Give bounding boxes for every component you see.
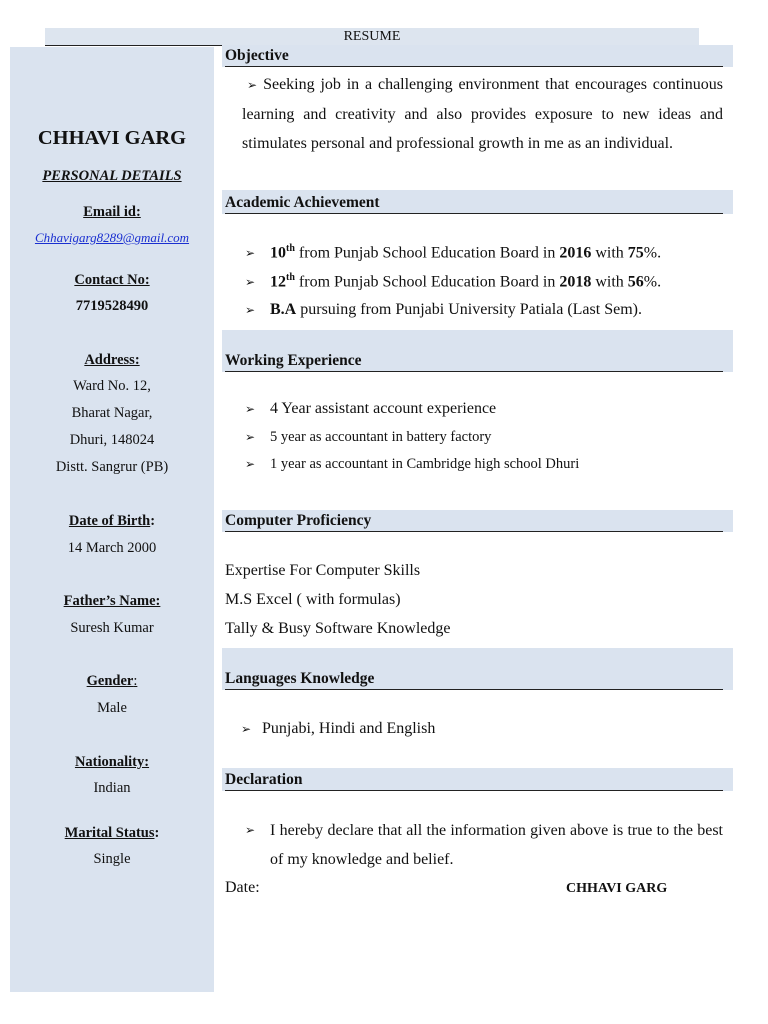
languages-heading-bar xyxy=(222,648,733,690)
computer-heading-bar xyxy=(222,510,733,532)
nationality-value: Indian xyxy=(93,780,131,796)
declaration-text: I hereby declare that all the information given above is true to the best of my knowledge and belief. xyxy=(270,822,723,868)
experience-item: ➢ 4 Year assistant account experience xyxy=(245,400,497,417)
experience-item: ➢ 5 year as accountant in battery factory xyxy=(245,429,492,445)
email-label: Email id: xyxy=(83,204,141,220)
dob-value: 14 March 2000 xyxy=(67,540,157,556)
bullet-arrow-icon: ➢ xyxy=(245,457,256,471)
objective-paragraph: Seeking job in a challenging environment that encourages continuous learning and creativity and also provides exposure to new ideas and stimulates personal and professional growth in me as an individual. xyxy=(242,76,723,152)
contact-label: Contact No: xyxy=(74,272,150,288)
bullet-arrow-icon: ➢ xyxy=(245,430,256,444)
experience-heading: Working Experience xyxy=(225,351,723,372)
contact-value: 7719528490 xyxy=(75,298,149,314)
bullet-arrow-icon: ➢ xyxy=(245,246,256,261)
address-line: Dhuri, 148024 xyxy=(69,432,155,448)
objective-heading: Objective xyxy=(225,46,723,67)
academic-heading: Academic Achievement xyxy=(225,193,723,214)
declaration-heading-bar xyxy=(222,768,733,791)
marital-value: Single xyxy=(93,851,131,867)
academic-item: ➢ 10th from Punjab School Education Board in 2016 with 75%. xyxy=(245,243,662,262)
computer-line: M.S Excel ( with formulas) xyxy=(225,591,401,608)
father-value: Suresh Kumar xyxy=(70,620,154,636)
nationality-label: Nationality: xyxy=(74,754,150,770)
gender-value: Male xyxy=(97,700,127,716)
personal-details-heading: PERSONAL DETAILS xyxy=(42,168,182,184)
declaration-item xyxy=(245,816,723,874)
experience-item: ➢ 1 year as accountant in Cambridge high school Dhuri xyxy=(245,456,580,472)
date-label: Date: xyxy=(225,879,260,896)
marital-label: Marital Status xyxy=(64,825,155,841)
bullet-arrow-icon: ➢ xyxy=(245,275,256,290)
grade-number: 10 xyxy=(270,244,286,262)
academic-item: ➢ B.A pursuing from Punjabi University Patiala (Last Sem). xyxy=(245,301,642,318)
academic-heading-bar xyxy=(222,190,733,214)
bullet-arrow-icon: ➢ xyxy=(245,402,256,416)
email-link[interactable]: Chhavigarg8289@gmail.com xyxy=(34,230,190,245)
grade-number: 12 xyxy=(270,273,286,291)
address-line: Bharat Nagar, xyxy=(71,405,153,421)
gender-label: Gender xyxy=(86,673,134,689)
objective-text xyxy=(242,70,723,158)
language-item: ➢ Punjabi, Hindi and English xyxy=(241,720,436,737)
objective-heading-bar xyxy=(222,45,733,67)
bullet-arrow-icon: ➢ xyxy=(247,78,258,92)
declaration-heading: Declaration xyxy=(225,770,723,791)
computer-heading: Computer Proficiency xyxy=(225,511,723,532)
address-line: Ward No. 12, xyxy=(73,378,151,394)
dob-label-row: Date of Birth: xyxy=(68,513,156,529)
father-label: Father’s Name: xyxy=(63,593,161,609)
candidate-name: CHHAVI GARG xyxy=(37,127,187,149)
computer-line: Expertise For Computer Skills xyxy=(225,562,421,579)
dob-label: Date of Birth xyxy=(68,513,151,529)
bullet-arrow-icon: ➢ xyxy=(245,823,256,837)
experience-heading-bar xyxy=(222,330,733,372)
gender-label-row: Gender: xyxy=(86,673,138,689)
languages-heading: Languages Knowledge xyxy=(225,669,723,690)
address-label: Address: xyxy=(84,352,140,368)
academic-item: ➢ 12th from Punjab School Education Board in 2018 with 56%. xyxy=(245,272,662,291)
bullet-arrow-icon: ➢ xyxy=(245,303,256,317)
resume-title: RESUME xyxy=(45,28,699,46)
signature-name: CHHAVI GARG xyxy=(566,881,668,896)
bullet-arrow-icon: ➢ xyxy=(241,722,252,736)
computer-line: Tally & Busy Software Knowledge xyxy=(225,620,451,637)
marital-label-row: Marital Status: xyxy=(64,825,160,841)
address-line: Distt. Sangrur (PB) xyxy=(55,459,169,475)
